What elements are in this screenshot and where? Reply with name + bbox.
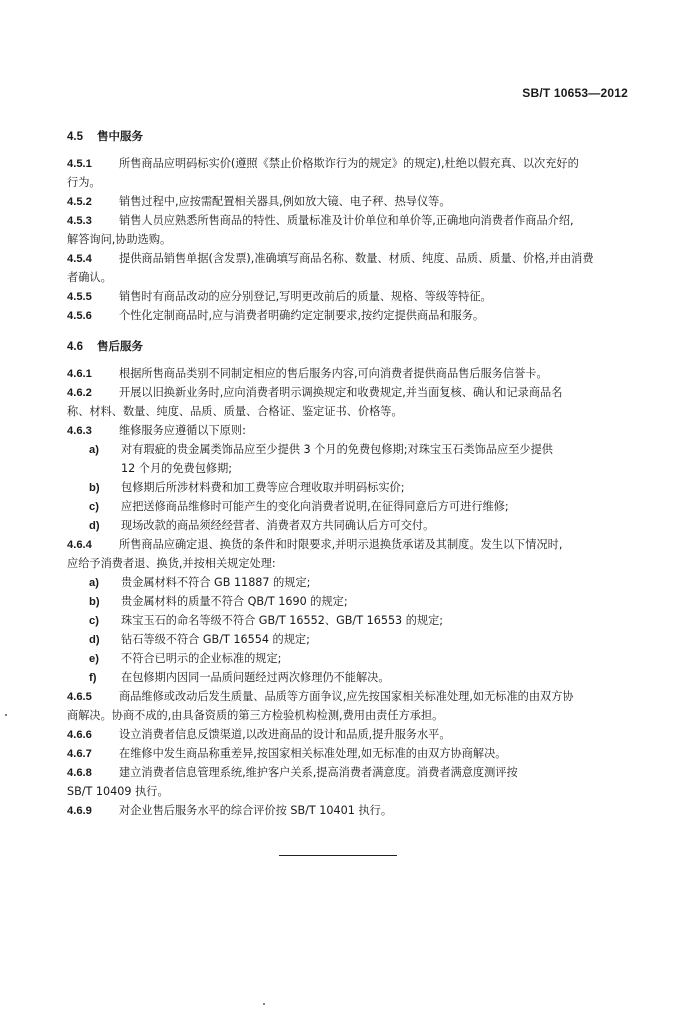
clause-text: 对企业售后服务水平的综合评价按 SB/T 10401 执行。 bbox=[119, 804, 393, 817]
clause-4-6-8 bbox=[67, 765, 629, 781]
end-rule bbox=[279, 855, 397, 856]
clause-number: 4.5.6 bbox=[67, 310, 92, 322]
clause-text: 设立消费者信息反馈渠道,以改进商品的设计和品质,提升服务水平。 bbox=[119, 728, 451, 741]
list-item bbox=[67, 594, 651, 610]
clause-text: 销售人员应熟悉所售商品的特性、质量标准及计价单位和单价等,正确地向消费者作商品介绍, bbox=[119, 214, 574, 227]
clause-text-continued: SB/T 10409 执行。 bbox=[67, 785, 169, 798]
list-item-continued: 12 个月的免费包修期; bbox=[121, 462, 233, 475]
list-item-label: b) bbox=[89, 482, 100, 494]
clause-text: 销售时有商品改动的应分别登记,写明更改前后的质量、规格、等级等特征。 bbox=[119, 290, 492, 303]
clause-text: 提供商品销售单据(含发票),准确填写商品名称、数量、材质、纯度、品质、质量、价格,并由消费 bbox=[119, 252, 594, 265]
list-item bbox=[67, 651, 651, 667]
list-item-text: 现场改款的商品须经经营者、消费者双方共同确认后方可交付。 bbox=[121, 519, 435, 532]
clause-number: 4.6.2 bbox=[67, 387, 92, 399]
clause-number: 4.5.2 bbox=[67, 196, 92, 208]
list-item-text: 不符合已明示的企业标准的规定; bbox=[121, 652, 282, 665]
list-item-text: 贵金属材料的质量不符合 QB/T 1690 的规定; bbox=[121, 595, 348, 608]
list-item bbox=[67, 670, 651, 686]
clause-number: 4.6.4 bbox=[67, 539, 92, 551]
list-item bbox=[67, 632, 651, 648]
clause-text: 个性化定制商品时,应与消费者明确约定定制要求,按约定提供商品和服务。 bbox=[119, 309, 485, 322]
clause-4-5-2 bbox=[67, 194, 629, 210]
list-item-text: 包修期后所涉材料费和加工费等应合理收取并明码标实价; bbox=[121, 481, 405, 494]
clause-number: 4.5.4 bbox=[67, 253, 92, 265]
list-item-label: e) bbox=[89, 653, 99, 665]
clause-text: 开展以旧换新业务时,应向消费者明示调换规定和收费规定,并当面复核、确认和记录商品名 bbox=[119, 386, 563, 399]
clause-number: 4.6.3 bbox=[67, 425, 92, 437]
clause-text: 在维修中发生商品称重差异,按国家相关标准处理,如无标准的由双方协商解决。 bbox=[119, 747, 507, 760]
section-title: 售中服务 bbox=[97, 129, 143, 143]
clause-number: 4.6.8 bbox=[67, 767, 92, 779]
clause-4-6-4 bbox=[67, 537, 629, 553]
list-item bbox=[67, 442, 651, 458]
standard-code: SB/T 10653—2012 bbox=[522, 86, 628, 100]
clause-4-6-1 bbox=[67, 366, 629, 382]
clause-text: 所售商品应确定退、换货的条件和时限要求,并明示退换货承诺及其制度。发生以下情况时, bbox=[119, 538, 563, 551]
clause-number: 4.5.3 bbox=[67, 215, 92, 227]
section-heading-4-6 bbox=[67, 338, 629, 355]
clause-number: 4.5.1 bbox=[67, 158, 92, 170]
list-item-label: d) bbox=[89, 634, 100, 646]
scan-speck bbox=[263, 1003, 265, 1005]
clause-4-6-3 bbox=[67, 423, 629, 439]
list-item-text: 贵金属材料不符合 GB 11887 的规定; bbox=[121, 576, 311, 589]
clause-number: 4.6.7 bbox=[67, 748, 92, 760]
list-item bbox=[67, 518, 651, 534]
list-item bbox=[67, 480, 651, 496]
list-item-text: 应把送修商品维修时可能产生的变化向消费者说明,在征得同意后方可进行维修; bbox=[121, 500, 509, 513]
clause-number: 4.6.1 bbox=[67, 368, 92, 380]
clause-4-6-7 bbox=[67, 746, 629, 762]
section-heading-4-5 bbox=[67, 128, 629, 145]
clause-4-6-9 bbox=[67, 803, 629, 819]
list-item-label: d) bbox=[89, 520, 100, 532]
list-item-text: 珠宝玉石的命名等级不符合 GB/T 16552、GB/T 16553 的规定; bbox=[121, 614, 444, 627]
clause-text-continued: 商解决。协商不成的,由具备资质的第三方检验机构检测,费用由责任方承担。 bbox=[67, 709, 444, 722]
clause-4-6-5 bbox=[67, 689, 629, 705]
clause-text-continued: 者确认。 bbox=[67, 271, 112, 284]
list-item bbox=[67, 613, 651, 629]
list-item-label: f) bbox=[89, 672, 97, 684]
clause-text: 商品维修或改动后发生质量、品质等方面争议,应先按国家相关标准处理,如无标准的由双方协 bbox=[119, 690, 574, 703]
clause-number: 4.6.9 bbox=[67, 805, 92, 817]
list-item-label: a) bbox=[89, 444, 99, 456]
list-item-label: a) bbox=[89, 577, 99, 589]
clause-number: 4.5.5 bbox=[67, 291, 92, 303]
clause-text: 维修服务应遵循以下原则: bbox=[119, 424, 246, 437]
list-item bbox=[67, 575, 651, 591]
scan-speck bbox=[5, 714, 7, 716]
list-item-label: c) bbox=[89, 615, 99, 627]
list-item-text: 在包修期内因同一品质问题经过两次修理仍不能解决。 bbox=[121, 671, 390, 684]
clause-number: 4.6.5 bbox=[67, 691, 92, 703]
clause-4-6-2 bbox=[67, 385, 629, 401]
clause-text-continued: 行为。 bbox=[67, 176, 101, 189]
list-item-text: 对有瑕疵的贵金属类饰品应至少提供 3 个月的免费包修期;对珠宝玉石类饰品应至少提供 bbox=[121, 443, 553, 456]
clause-text-continued: 称、材料、数量、纯度、品质、质量、合格证、鉴定证书、价格等。 bbox=[67, 405, 403, 418]
clause-4-5-3 bbox=[67, 213, 629, 229]
section-number: 4.6 bbox=[67, 341, 83, 353]
list-item-text: 钻石等级不符合 GB/T 16554 的规定; bbox=[121, 633, 310, 646]
clause-text: 所售商品应明码标实价(遵照《禁止价格欺诈行为的规定》的规定),杜绝以假充真、以次充好的 bbox=[119, 157, 579, 170]
section-title: 售后服务 bbox=[97, 339, 143, 353]
clause-text: 销售过程中,应按需配置相关器具,例如放大镜、电子秤、热导仪等。 bbox=[119, 195, 451, 208]
clause-4-5-5 bbox=[67, 289, 629, 305]
clause-text: 建立消费者信息管理系统,维护客户关系,提高消费者满意度。消费者满意度测评按 bbox=[119, 766, 518, 779]
clause-4-5-6 bbox=[67, 308, 629, 324]
clause-text: 根据所售商品类别不同制定相应的售后服务内容,可向消费者提供商品售后服务信誉卡。 bbox=[119, 367, 548, 380]
list-item-label: c) bbox=[89, 501, 99, 513]
list-item bbox=[67, 499, 651, 515]
clause-4-6-6 bbox=[67, 727, 629, 743]
clause-4-5-4 bbox=[67, 251, 629, 267]
clause-4-5-1 bbox=[67, 156, 629, 172]
clause-text-continued: 解答询问,协助选购。 bbox=[67, 233, 172, 246]
section-number: 4.5 bbox=[67, 131, 83, 143]
list-item-label: b) bbox=[89, 596, 100, 608]
clause-text-continued: 应给予消费者退、换货,并按相关规定处理: bbox=[67, 557, 276, 570]
clause-number: 4.6.6 bbox=[67, 729, 92, 741]
